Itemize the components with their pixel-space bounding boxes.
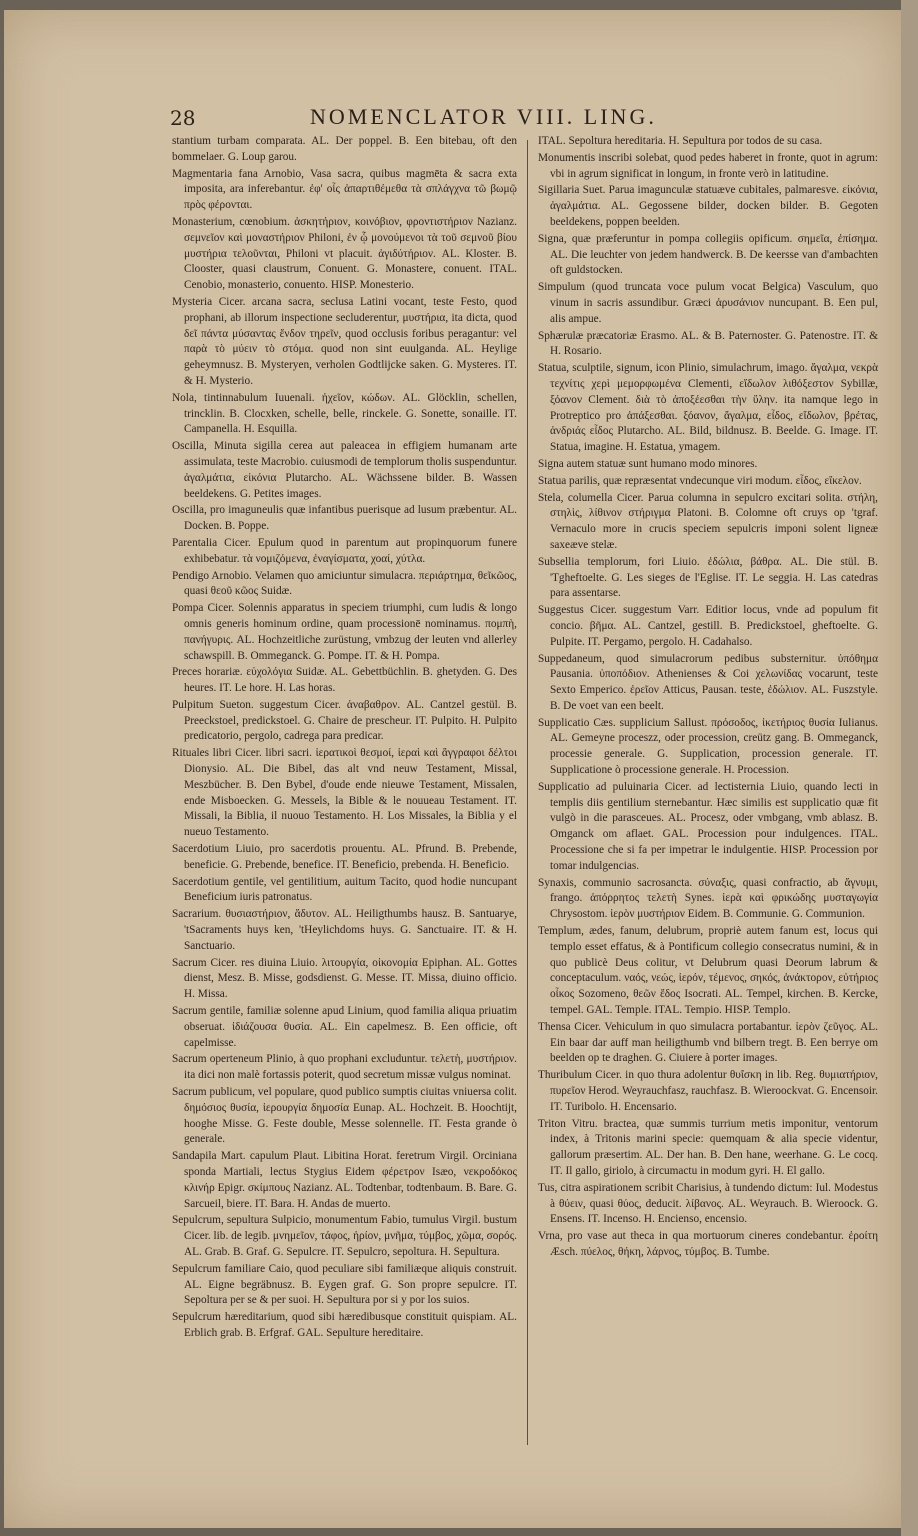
page-header xyxy=(170,104,760,138)
page-number: 28 xyxy=(170,106,196,130)
dictionary-entry: Sacrum Cicer. res diuina Liuio. λιτουργία, οἰκονομία Epiphan. AL. Gottes dienst, Mesz. B. Misse, godsdienst. G. Messe. IT. Missa, diuino officio. H. Missa. xyxy=(172,956,517,1001)
dictionary-entry: ITAL. Sepoltura hereditaria. H. Sepultura por todos de su casa. xyxy=(538,135,823,147)
dictionary-entry: Magmentaria fana Arnobio, Vasa sacra, quibus magmēta & sacra exta imposita, ara inferebantur. ἐφ' οἷς ἀπαρτιθέμεθα τὰ σπλάγχνα τῶ βωμῷ πρὸς φέρονται. xyxy=(172,167,517,212)
dictionary-entry: Sepulcrum, sepultura Sulpicio, monumentum Fabio, tumulus Virgil. bustum Cicer. lib. de legib. μνημεῖον, τάφος, ἠρίον, μνῆμα, τύμβος, χῶμα, σορός. AL. Grab. B. Graf. G. Sepulcre. IT. Sepulcro, sepoltura. H. Sepultura. xyxy=(172,1214,517,1258)
dictionary-entry: Thuribulum Cicer. in quo thura adolentur θυΐσκη in lib. Reg. θυμιατήριον, πυρεῖον Herod. Weyrauchfasz, rauchfasz. B. Wieroockvat. G. Encensoir. IT. Turibolo. H. Encensario. xyxy=(538,1069,878,1113)
dictionary-entry: Tus, citra aspirationem scribit Charisius, à tundendo dictum: Iul. Modestus à θύειν, quasi θύος, deducit. λίβανος. AL. Weyrauch. B. Wieroock. G. Ensens. IT. Incenso. H. Enciensо, encensio. xyxy=(538,1181,878,1226)
left-column xyxy=(172,134,517,1444)
dictionary-entry: Sphærulæ præcatoriæ Erasmo. AL. & B. Paternoster. G. Patenostre. IT. & H. Rosario. xyxy=(538,329,878,358)
dictionary-entry: Thensa Cicer. Vehiculum in quo simulacra portabantur. ἱερὸν ζεῦγος. AL. Ein baar dar auff man heiligthumb vnd bilbern tregt. B. Een berrye om beelden op te draghen. G. Ciuiere à porter images. xyxy=(538,1020,878,1065)
dictionary-entry: Vrna, pro vase aut theca in qua mortuorum cineres condebantur. ἐροίτη Æsch. πύελος, θήκη, λάρνος, τύμβος. B. Tumbe. xyxy=(538,1230,878,1258)
dictionary-entry: Sepulcrum hæreditarium, quod sibi hæredibusque constituit quispiam. AL. Erblich grab. B. Erfgraf. GAL. Sepulture hereditaire. xyxy=(172,1311,517,1339)
dictionary-entry: Sacrum gentile, familiæ solenne apud Linium, quod familia aliqua priuatim obseruat. ἰδιάζουσα θυσία. AL. Ein capelmesz. B. Een officie, oft capelmisse. xyxy=(172,1005,517,1049)
dictionary-entry: Statua, sculptile, signum, icon Plinio, simulachrum, imago. ἄγαλμα, νεκρὰ τεχνίτις χερὶ μεμορφωμένα Clementi, εἴδωλον λιθόξεστον Sybillæ, ξόανον Clement. διὰ τὸ ἀποξέεσθαι τὴν ὕλην. ita namque lego in Protreptico pro ἀπάξεσθαι. ξόανον, ἄγαλμα, εἶδος, εἴδωλον, βρέτας, ἀνδριάς εἶδος Plutarcho. AL. Bild, bildnusz. B. Beelde. G. Image. IT. Statua, imagine. H. Estatua, ymagem. xyxy=(538,362,878,454)
adjacent-page-edge xyxy=(901,0,918,1536)
dictionary-entry: Supplicatio Cæs. supplicium Sallust. πρόσοδος, ἱκετήριος θυσία Iulianus. AL. Gemeyne proceszz, oder procession, creütz gang. B. Ommeganck, processie generale. G. Supplication, procession generale. IT. Supplicatione ò processione generale. H. Procession. xyxy=(538,716,878,777)
dictionary-entry: Signa autem statuæ sunt humano modo minores. xyxy=(538,457,758,470)
dictionary-entry: Synaxis, communio sacrosancta. σύναξις, quasi confractio, ab ἄγνυμι, frango. ἀπόρρητος τελετὴ Synes. ἱερὰ καὶ φρικώδης μυσταγωγία Chrysostom. ἱερὸν μυστήριον Eidem. B. Communie. G. Communion. xyxy=(538,876,878,921)
dictionary-entry: Oscilla, Minuta sigilla cerea aut paleacea in effigiem humanam arte assimulata, teste Macrobio. cuiusmodi de templorum tholis suspenduntur. ἀγαλμάτια, εἰκόνια Plutarcho. AL. Wächssene bilder. B. Wassen beeldekens. G. Petites images. xyxy=(172,440,517,500)
dictionary-entry: Signa, quæ præferuntur in pompa collegiis opificum. σημεῖα, ἐπίσημα. AL. Die leuchter von jedem handwerck. B. De keersse van d'ambachten oft guldstocken. xyxy=(538,232,878,277)
dictionary-entry: Triton Vitru. bractea, quæ summis turrium metis imponitur, ventorum index, à Tritonis marini specie: quemquam & alia specie videntur, gallorum præsertim. AL. Der han. B. Den hane, weerhane. G. Le cocq. IT. Il gallo, giriolo, à circumactu in modum gyri. H. El gallo. xyxy=(538,1117,878,1177)
dictionary-entry: Suggestus Cicer. suggestum Varr. Editior locus, vnde ad populum fit concio. βῆμα. AL. Cantzel, gestill. B. Predickstoel, gheftoelte. G. Pulpite. IT. Pergamo, pergolo. H. Cadahalso. xyxy=(538,604,878,648)
dictionary-entry: Sacrarium. θυσιαστήριον, ἄδυτον. AL. Heiligthumbs hausz. B. Santuarye, 'tSacraments huys ken, 'tHeylichdoms huys. G. Sanctuaire. IT. & H. Sanctuario. xyxy=(172,908,517,952)
dictionary-entry: Preces horariæ. εὐχολόγια Suidæ. AL. Gebettbüchlin. B. ghetyden. G. Des heures. IT. Le hore. H. Las horas. xyxy=(172,666,517,695)
dictionary-entry: Sandapila Mart. capulum Plaut. Libitina Horat. feretrum Virgil. Orciniana sponda Martiali, lectus Stygius Eidem φέρετρον Isæo, νεκροδόκος κλινήρ Epigr. σκίμπους Nazianz. AL. Todtenbar, todtenbaum. B. Bare. G. Sarcueil, biere. IT. Bara. H. Andas de muerto. xyxy=(172,1150,517,1210)
column-divider xyxy=(527,140,528,1445)
dictionary-entry: Pendigo Arnobio. Velamen quo amiciuntur simulacra. περιάρτημα, θεῖκῶος, quasi θεοῦ κῶος Suidæ. xyxy=(172,569,517,598)
dictionary-entry: Monasterium, cœnobium. ἀσκητήριον, κοινόβιον, φροντιστήριον Nazianz. σεμνεῖον καὶ μοναστήριον Philoni, ἐν ᾧ μονούμενοι τὰ τοῦ σεμνοῦ βίου μυστήρια τελοῦνται, Philoni vt placuit. ἀγιδύτήριον. AL. Kloster. B. Clooster, quasi claustrum, Conuent. G. Monastere, conuent. ITAL. Cenobio, monasterio, conuento. HISP. Monesterio. xyxy=(172,215,517,292)
dictionary-entry: Mysteria Cicer. arcana sacra, seclusa Latini vocant, teste Festo, quod prophani, ab illorum inspectione secluderentur, μυστήρια, ita dicta, quod δεῖ πάντα μύσαντας ἔνδον τηρεῖν, quod occlusis foribus peragantur: vel παρὰ τὸ μύειν τὸ στόμα. quod non sint euulganda. AL. Heylige geheymnusz. B. Mysteryen, verholen Godtlijcke saken. G. Mysteres. IT. & H. Mysterio. xyxy=(172,295,517,387)
dictionary-entry: Supplicatio ad puluinaria Cicer. ad lectisternia Liuio, quando lecti in templis diis gentilium sternebantur. Hæc similis est supplicatio quæ fit vulgò in die parasceues. AL. Procesz, oder vmbgang, vmb ablasz. B. Omganck om aflaet. GAL. Procession pour indulgences. ITAL. Processione che si fa per impetrar le indulgentie. HISP. Procession por tomar indulgencias. xyxy=(538,780,878,872)
dictionary-entry: Statua parilis, quæ repræsentat vndecunque viri modum. εἶδος, εἴκελον. xyxy=(538,474,862,487)
dictionary-entry: Simpulum (quod truncata voce pulum vocat Belgica) Vasculum, quo vinum in sacris assundibur. Græci ἀρυσάνιον nuncupant. B. Een pul, alis ampue. xyxy=(538,281,878,325)
dictionary-entry: Suppedaneum, quod simulacrorum pedibus substernitur. ὑπόθημα Pausania. ὑποπόδιον. Athenienses & Coi χελωνίδας vocarunt, teste Sexto Emperico. ἐρεῖον Atticus, Pausan. teste, ἐδώλιον. AL. Fuszstyle. B. De voet van een beelt. xyxy=(538,652,878,712)
dictionary-entry: Nola, tintinnabulum Iuuenali. ἠχεῖον, κώδων. AL. Glöcklin, schellen, trincklin. B. Clocxken, schelle, belle, rinckele. G. Sonette, sonaille. IT. Campanella. H. Esquilla. xyxy=(172,391,517,436)
dictionary-entry: stantium turbam comparata. AL. Der poppel. B. Een bitebau, oft den bommelaer. G. Loup garou. xyxy=(172,135,517,163)
dictionary-entry: Rituales libri Cicer. libri sacri. ἱερατικοὶ θεσμοί, ἱεραὶ καὶ ἄγγραφοι δέλτοι Dionysio. AL. Die Bibel, das alt vnd neuw Testament, Missal, Meszbücher. B. Den Bybel, d'oude ende nieuwe Testament, Missalen, ende Misboecken. G. Messels, la Bible & le nouueau Testament. IT. Missali, la Biblia, il nuouo Testamento. H. Los Missales, la Biblia y el nueuo Testamento. xyxy=(172,747,517,839)
dictionary-entry: Monumentis inscribi solebat, quod pedes haberet in fronte, quot in agrum: vbi in agrum significat in longum, in fronte verò in latitudine. xyxy=(538,151,878,180)
dictionary-entry: Subsellia templorum, fori Liuio. ἐδώλια, βάθρα. AL. Die stül. B. 'Tgheftoelte. G. Les sieges de l'Eglise. IT. Le seggia. H. Las catedras para assentarse. xyxy=(538,555,878,600)
dictionary-entry: Pompa Cicer. Solennis apparatus in speciem triumphi, cum ludis & longo omnis generis hominum ordine, quam processionē nominamus. πομπὴ, πανήγυρις. AL. Hochzeitliche zurüstung, vmbzug der leuten vnd allerley schawspill. B. Ommeganck. G. Pompe. IT. & H. Pompa. xyxy=(172,602,517,662)
running-title: NOMENCLATOR VIII. LING. xyxy=(310,104,657,129)
dictionary-entry: Oscilla, pro imaguneulis quæ infantibus puerisque ad lusum præbentur. AL. Docken. B. Poppe. xyxy=(172,504,517,533)
dictionary-entry: Sacrum publicum, vel populare, quod publico sumptis ciuitas vniuersa colit. δημόσιος θυσία, ἱερουργία δημοσία Eunap. AL. Hochzeit. B. Hoochtijt, hooghe Misse. G. Feste double, Messe solennelle. IT. Festa grande ò generale. xyxy=(172,1086,517,1146)
dictionary-entry: Pulpitum Sueton. suggestum Cicer. ἀναβαθρον. AL. Cantzel gestül. B. Preeckstoel, predickstoel. G. Chaire de prescheur. IT. Pulpito. H. Pulpito predicatorio, pergolo, cadrega para predicar. xyxy=(172,698,517,743)
dictionary-entry: Sigillaria Suet. Parua imagunculæ statuæve cubitales, palmaresve. εἰκόνια, ἀγαλμάτια. AL. Gegossene bilder, docken bilder. B. Gegoten beeldekens, poppen beelden. xyxy=(538,184,878,228)
dictionary-entry: Templum, ædes, fanum, delubrum, propriè autem fanum est, locus qui templo esset effatus, & à Pontificum collegio consecratus numini, & in quo publicè Deus colitur, vt Delubrum quasi Deorum labrum & conceptaculum. ναός, νεώς, ἱερόν, τέμενος, σηκός, ἀνάκτορον, εὐτήριος οἶκος Sozomeno, θεῶν ἕδος Isocrati. AL. Tempel, kirchen. B. Kercke, tempel. GAL. Temple. ITAL. Tempio. HISP. Templo. xyxy=(538,925,878,1017)
dictionary-entry: Sacerdotium gentile, vel gentilitium, auitum Tacito, quod hodie nuncupant Beneficium iuris patronatus. xyxy=(172,875,517,904)
dictionary-entry: Sacrum operteneum Plinio, à quo prophani excluduntur. τελετὴ, μυστήριον. ita dici non malè fortassis poterit, quod secretum missæ vulgus nominat. xyxy=(172,1053,517,1082)
dictionary-entry: Sepulcrum familiare Caio, quod peculiare sibi familiæque aliquis construit. AL. Eigne begräbnusz. B. Eygen graf. G. Son propre sepulcre. IT. Sepoltura per se & per suoi. H. Sepultura por si y por los suios. xyxy=(172,1262,517,1307)
dictionary-entry: Parentalia Cicer. Epulum quod in parentum aut propinquorum funere exhibebatur. τὰ νομιζόμενα, ἐναγίσματα, χοαί, χύτλα. xyxy=(172,536,517,565)
right-column xyxy=(538,134,878,1444)
dictionary-entry: Stela, columella Cicer. Parua columna in sepulcro excitari solita. στήλη, στηλὶς, λίθινον στήριγμα Platoni. B. Colomne oft cruys op 'tgraf. Vernaculo more in crucis speciem sepulcris imponi solent ligneæ saxeæve stelæ. xyxy=(538,491,878,551)
dictionary-entry: Sacerdotium Liuio, pro sacerdotis prouentu. AL. Pfrund. B. Prebende, beneficie. G. Prebende, benefice. IT. Beneficio, prebenda. H. Beneficio. xyxy=(172,843,517,871)
